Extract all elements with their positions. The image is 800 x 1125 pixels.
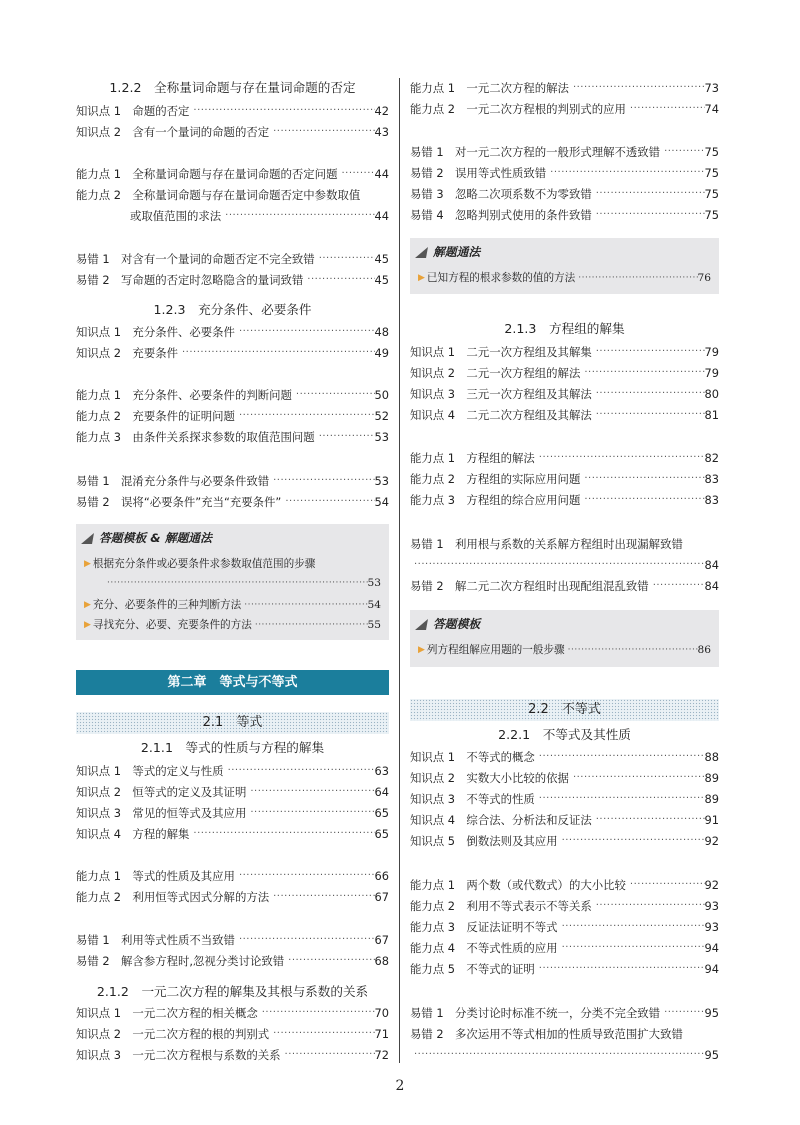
dot-leader: [569, 78, 705, 98]
tip-entry-page: 86: [697, 644, 711, 656]
tip-entry-title: 根据充分条件或必要条件求参数取值范围的步骤: [92, 558, 316, 570]
dot-leader: [660, 142, 704, 162]
toc-entry-page: 83: [704, 493, 719, 507]
toc-entry-page: 65: [374, 827, 389, 841]
toc-entry-title: 知识点 1 充分条件、必要条件: [76, 325, 235, 339]
toc-entry: [410, 384, 719, 404]
dot-leader: [246, 803, 374, 823]
toc-entry: [76, 782, 389, 802]
dot-leader: [565, 641, 698, 659]
toc-entry: [76, 249, 389, 269]
triangle-icon: [415, 247, 428, 258]
dot-leader: [649, 576, 705, 596]
toc-entry: [76, 385, 389, 405]
toc-entry: [76, 343, 389, 363]
toc-entry: [410, 896, 719, 916]
toc-entry-title: 易错 2 解二元二次方程组时出现配组混乱致错: [410, 579, 649, 593]
toc-entry: [410, 363, 719, 383]
dot-leader: [592, 896, 705, 916]
dot-leader: [269, 887, 374, 907]
arrow-right-icon: ▶: [84, 620, 91, 630]
arrow-right-icon: ▶: [84, 559, 91, 569]
toc-entry-title: 易错 1 混淆充分条件与必要条件致错: [76, 474, 270, 488]
toc-entry: [76, 164, 389, 184]
tip-entry-title: 已知方程的根求参数的值的方法: [426, 272, 576, 284]
toc-entry: [410, 205, 719, 225]
toc-entry-page: 75: [704, 145, 719, 159]
dot-leader: [580, 363, 704, 383]
toc-entry-page: 67: [374, 933, 389, 947]
toc-entry-title: 知识点 1 一元二次方程的相关概念: [76, 1006, 258, 1020]
toc-entry: [76, 492, 389, 512]
toc-entry-page: 42: [374, 104, 389, 118]
toc-entry-page: 75: [704, 208, 719, 222]
toc-entry: [410, 342, 719, 362]
toc-entry-page: 73: [704, 81, 719, 95]
toc-entry-page: 45: [374, 252, 389, 266]
dot-leader: [269, 471, 374, 491]
toc-entry: [76, 406, 389, 426]
toc-entry-page: 93: [704, 899, 719, 913]
toc-entry-title: 能力点 1 两个数（或代数式）的大小比较: [410, 878, 626, 892]
toc-entry-page: 65: [374, 806, 389, 820]
toc-entry-title: 易错 2 解含参方程时,忽视分类讨论致错: [76, 954, 285, 968]
toc-entry-title: 能力点 1 充分条件、必要条件的判断问题: [76, 388, 292, 402]
dot-leader: [410, 1045, 705, 1065]
dot-leader: [535, 789, 705, 809]
dot-leader: [592, 342, 705, 362]
toc-entry: [410, 405, 719, 425]
toc-entry-title: 易错 1 对含有一个量词的命题否定不完全致错: [76, 252, 315, 266]
toc-entry-title: 易错 2 写命题的否定时忽略隐含的量词致错: [76, 273, 304, 287]
toc-entry-title: 知识点 1 不等式的概念: [410, 750, 535, 764]
toc-entry: [410, 789, 719, 809]
toc-entry-page: 92: [704, 878, 719, 892]
toc-entry: [410, 163, 719, 183]
toc-entry-title: 易错 3 忽略二次项系数不为零致错: [410, 187, 592, 201]
dot-leader: [246, 782, 374, 802]
toc-entry: [410, 555, 719, 575]
toc-entry-page: 75: [704, 187, 719, 201]
toc-entry: [76, 471, 389, 491]
toc-entry: [410, 184, 719, 204]
toc-entry-title: 能力点 2 一元二次方程根的判别式的应用: [410, 102, 626, 116]
toc-entry-page: 89: [704, 771, 719, 785]
section-heading: 2.1.3 方程组的解集: [504, 321, 625, 336]
toc-entry: [410, 831, 719, 851]
toc-entry-title: 易错 4 忽略判别式使用的条件致错: [410, 208, 592, 222]
toc-entry-page: 81: [704, 408, 719, 422]
toc-entry-page: 66: [374, 869, 389, 883]
dot-leader: [178, 343, 375, 363]
dot-leader: [104, 574, 368, 592]
dot-leader: [575, 269, 697, 287]
toc-entry-title: 知识点 2 一元二次方程的根的判别式: [76, 1027, 270, 1041]
toc-entry-title: 知识点 1 等式的定义与性质: [76, 764, 224, 778]
arrow-right-icon: ▶: [418, 645, 425, 655]
tip-box-title: 答题模板 & 解题通法: [82, 529, 212, 547]
toc-entry: [410, 448, 719, 468]
toc-entry-page: 92: [704, 834, 719, 848]
toc-entry-title: 能力点 4 不等式性质的应用: [410, 941, 558, 955]
tip-entry: [76, 574, 389, 592]
toc-entry: [76, 951, 389, 971]
toc-entry-title: 能力点 5 不等式的证明: [410, 962, 535, 976]
toc-entry: [410, 1024, 719, 1044]
toc-entry: [76, 122, 389, 142]
dot-leader: [592, 810, 705, 830]
toc-entry-page: 44: [374, 209, 389, 223]
toc-entry-page: 45: [374, 273, 389, 287]
toc-entry-page: 49: [374, 346, 389, 360]
toc-entry-page: 68: [374, 954, 389, 968]
dot-leader: [189, 824, 374, 844]
dot-leader: [235, 322, 375, 342]
dot-leader: [580, 469, 704, 489]
tip-entry-page: 55: [367, 619, 381, 631]
dot-leader: [626, 875, 705, 895]
dot-leader: [284, 951, 374, 971]
toc-entry-page: 79: [704, 366, 719, 380]
toc-entry: [410, 99, 719, 119]
dot-leader: [269, 1024, 374, 1044]
toc-entry-title: 易错 2 误用等式性质致错: [410, 166, 547, 180]
toc-entry-title: 能力点 1 方程组的解法: [410, 451, 535, 465]
toc-entry-title: 知识点 2 二元一次方程组的解法: [410, 366, 581, 380]
dot-leader: [269, 122, 374, 142]
toc-entry-title: 能力点 2 全称量词命题与存在量词命题否定中参数取值: [76, 188, 361, 202]
toc-entry: [410, 1045, 719, 1065]
dot-leader: [535, 448, 705, 468]
toc-entry: [410, 917, 719, 937]
toc-entry-page: 74: [704, 102, 719, 116]
toc-entry-title: 知识点 4 方程的解集: [76, 827, 190, 841]
triangle-icon: [415, 619, 428, 630]
dot-leader: [569, 768, 705, 788]
dot-leader: [410, 555, 705, 575]
toc-entry-page: 53: [374, 474, 389, 488]
toc-entry-page: 82: [704, 451, 719, 465]
toc-entry-title: 知识点 3 不等式的性质: [410, 792, 535, 806]
dot-leader: [252, 616, 368, 634]
dot-leader: [292, 385, 375, 405]
toc-entry: [410, 768, 719, 788]
toc-entry: [76, 206, 389, 226]
dot-leader: [535, 959, 705, 979]
chapter-title: 第二章 等式与不等式: [76, 670, 389, 695]
toc-entry-title: 能力点 2 利用不等式表示不等关系: [410, 899, 592, 913]
toc-entry-page: 93: [704, 920, 719, 934]
dot-leader: [189, 101, 374, 121]
tip-entry-page: 53: [367, 577, 381, 589]
toc-entry: [76, 1024, 389, 1044]
toc-entry-page: 67: [374, 890, 389, 904]
dot-leader: [592, 405, 705, 425]
page-number: 2: [395, 1078, 405, 1094]
toc-entry: [410, 959, 719, 979]
toc-entry-page: 50: [374, 388, 389, 402]
toc-entry-title: 易错 1 分类讨论时标准不统一，分类不完全致错: [410, 1006, 661, 1020]
dot-leader: [281, 1045, 375, 1065]
tip-entry-page: 54: [367, 599, 381, 611]
toc-entry-title: 知识点 5 倒数法则及其应用: [410, 834, 558, 848]
dot-leader: [580, 490, 704, 510]
dot-leader: [258, 1003, 375, 1023]
section-bar: 2.2 不等式: [410, 699, 719, 721]
tip-entry-title: 列方程组解应用题的一般步骤: [426, 644, 565, 656]
tip-box: [410, 610, 719, 667]
tip-entry-title: 寻找充分、必要、充要条件的方法: [92, 619, 252, 631]
dot-leader: [315, 249, 375, 269]
toc-entry-title: 能力点 3 由条件关系探求参数的取值范围问题: [76, 430, 315, 444]
toc-entry-title: 能力点 2 方程组的实际应用问题: [410, 472, 581, 486]
toc-entry-title: 知识点 2 含有一个量词的命题的否定: [76, 125, 270, 139]
toc-entry-page: 75: [704, 166, 719, 180]
triangle-icon: [81, 533, 94, 544]
toc-entry: [76, 270, 389, 290]
toc-entry-title: 易错 2 误将“必要条件”充当“充要条件”: [76, 495, 282, 509]
toc-entry-title: 知识点 1 二元一次方程组及其解集: [410, 345, 592, 359]
toc-entry-title: 知识点 3 常见的恒等式及其应用: [76, 806, 247, 820]
dot-leader: [626, 99, 705, 119]
dot-leader: [281, 492, 374, 512]
dot-leader: [337, 164, 374, 184]
tip-box: [410, 238, 719, 294]
section-bar: 2.1 等式: [76, 712, 389, 734]
toc-entry: [76, 803, 389, 823]
toc-entry-title: 知识点 3 三元一次方程组及其解法: [410, 387, 592, 401]
toc-entry-title: 能力点 1 等式的性质及其应用: [76, 869, 235, 883]
tip-entry: [410, 641, 719, 659]
toc-entry-page: 53: [374, 430, 389, 444]
arrow-right-icon: ▶: [84, 600, 91, 610]
toc-entry-page: 83: [704, 472, 719, 486]
toc-entry-page: 94: [704, 962, 719, 976]
dot-leader: [235, 930, 375, 950]
toc-entry-title: 知识点 4 二元二次方程组及其解法: [410, 408, 592, 422]
toc-entry-title: 知识点 1 命题的否定: [76, 104, 190, 118]
toc-entry-title: 易错 1 对一元二次方程的一般形式理解不透致错: [410, 145, 661, 159]
dot-leader: [221, 206, 374, 226]
toc-entry: [76, 185, 389, 205]
toc-entry: [410, 534, 719, 554]
toc-entry-page: 70: [374, 1006, 389, 1020]
tip-box: [76, 524, 389, 640]
dot-leader: [315, 427, 375, 447]
toc-entry: [410, 810, 719, 830]
dot-leader: [546, 163, 704, 183]
toc-entry: [76, 427, 389, 447]
toc-entry: [76, 887, 389, 907]
tip-entry: [76, 616, 389, 634]
toc-entry: [76, 1045, 389, 1065]
toc-entry-page: 52: [374, 409, 389, 423]
toc-entry-page: 44: [374, 167, 389, 181]
toc-entry-title: 能力点 3 方程组的综合应用问题: [410, 493, 581, 507]
toc-entry-title: 易错 1 利用根与系数的关系解方程组时出现漏解致错: [410, 537, 683, 551]
toc-entry: [410, 875, 719, 895]
toc-entry-page: 54: [374, 495, 389, 509]
toc-entry: [410, 142, 719, 162]
toc-entry-page: 71: [374, 1027, 389, 1041]
toc-entry: [76, 101, 389, 121]
tip-entry: [410, 269, 719, 287]
toc-entry-page: 43: [374, 125, 389, 139]
dot-leader: [303, 270, 374, 290]
toc-entry: [410, 938, 719, 958]
toc-entry-title: 知识点 3 一元二次方程根与系数的关系: [76, 1048, 281, 1062]
toc-entry-page: 79: [704, 345, 719, 359]
dot-leader: [241, 596, 367, 614]
toc-entry: [410, 78, 719, 98]
arrow-right-icon: ▶: [418, 273, 425, 283]
section-heading: 2.2.1 不等式及其性质: [498, 727, 631, 742]
dot-leader: [660, 1003, 704, 1023]
tip-entry: [76, 596, 389, 614]
toc-entry-page: 84: [704, 579, 719, 593]
section-heading: 2.1.2 一元二次方程的解集及其根与系数的关系: [96, 984, 369, 999]
toc-entry-title: 易错 2 多次运用不等式相加的性质导致范围扩大致错: [410, 1027, 683, 1041]
section-heading: 1.2.3 充分条件、必要条件: [153, 302, 312, 317]
toc-entry-title: 知识点 4 综合法、分析法和反证法: [410, 813, 592, 827]
dot-leader: [558, 938, 705, 958]
toc-entry-page: 63: [374, 764, 389, 778]
toc-entry-title: 能力点 2 利用恒等式因式分解的方法: [76, 890, 270, 904]
tip-box-title: 答题模板: [416, 615, 480, 633]
toc-entry-page: 94: [704, 941, 719, 955]
toc-entry-page: 88: [704, 750, 719, 764]
tip-entry: [76, 555, 389, 573]
toc-entry-page: 95: [704, 1006, 719, 1020]
toc-entry-page: 64: [374, 785, 389, 799]
toc-entry-title: 能力点 1 一元二次方程的解法: [410, 81, 569, 95]
toc-entry-page: 80: [704, 387, 719, 401]
toc-entry: [410, 1003, 719, 1023]
toc-entry-title: 知识点 2 恒等式的定义及其证明: [76, 785, 247, 799]
dot-leader: [592, 384, 705, 404]
dot-leader: [224, 761, 375, 781]
section-heading: 1.2.2 全称量词命题与存在量词命题的否定: [109, 80, 356, 95]
toc-entry-title: 或取值范围的求法: [130, 209, 222, 223]
toc-entry: [410, 490, 719, 510]
toc-entry: [76, 824, 389, 844]
toc-entry-title: 能力点 2 充要条件的证明问题: [76, 409, 235, 423]
dot-leader: [592, 184, 705, 204]
tip-entry-page: 76: [697, 272, 711, 284]
dot-leader: [535, 747, 705, 767]
toc-entry-title: 易错 1 利用等式性质不当致错: [76, 933, 235, 947]
toc-entry-title: 知识点 2 实数大小比较的依据: [410, 771, 569, 785]
toc-entry-page: 89: [704, 792, 719, 806]
tip-entry-title: 充分、必要条件的三种判断方法: [92, 599, 242, 611]
toc-entry-title: 能力点 1 全称量词命题与存在量词命题的否定问题: [76, 167, 338, 181]
section-heading: 2.1.1 等式的性质与方程的解集: [140, 740, 325, 755]
toc-entry-page: 84: [704, 558, 719, 572]
tip-box-title: 解题通法: [416, 243, 480, 261]
toc-entry-page: 91: [704, 813, 719, 827]
toc-entry: [76, 761, 389, 781]
toc-entry: [410, 469, 719, 489]
toc-entry: [76, 866, 389, 886]
dot-leader: [558, 831, 705, 851]
toc-entry-page: 95: [704, 1048, 719, 1062]
dot-leader: [558, 917, 705, 937]
toc-entry: [410, 576, 719, 596]
dot-leader: [235, 406, 375, 426]
dot-leader: [235, 866, 375, 886]
toc-entry-title: 能力点 3 反证法证明不等式: [410, 920, 558, 934]
dot-leader: [592, 205, 705, 225]
toc-entry: [76, 1003, 389, 1023]
toc-entry-title: 知识点 2 充要条件: [76, 346, 178, 360]
toc-entry: [76, 930, 389, 950]
column-divider: [399, 78, 400, 1063]
toc-entry: [410, 747, 719, 767]
toc-entry-page: 48: [374, 325, 389, 339]
toc-entry: [76, 322, 389, 342]
toc-entry-page: 72: [374, 1048, 389, 1062]
